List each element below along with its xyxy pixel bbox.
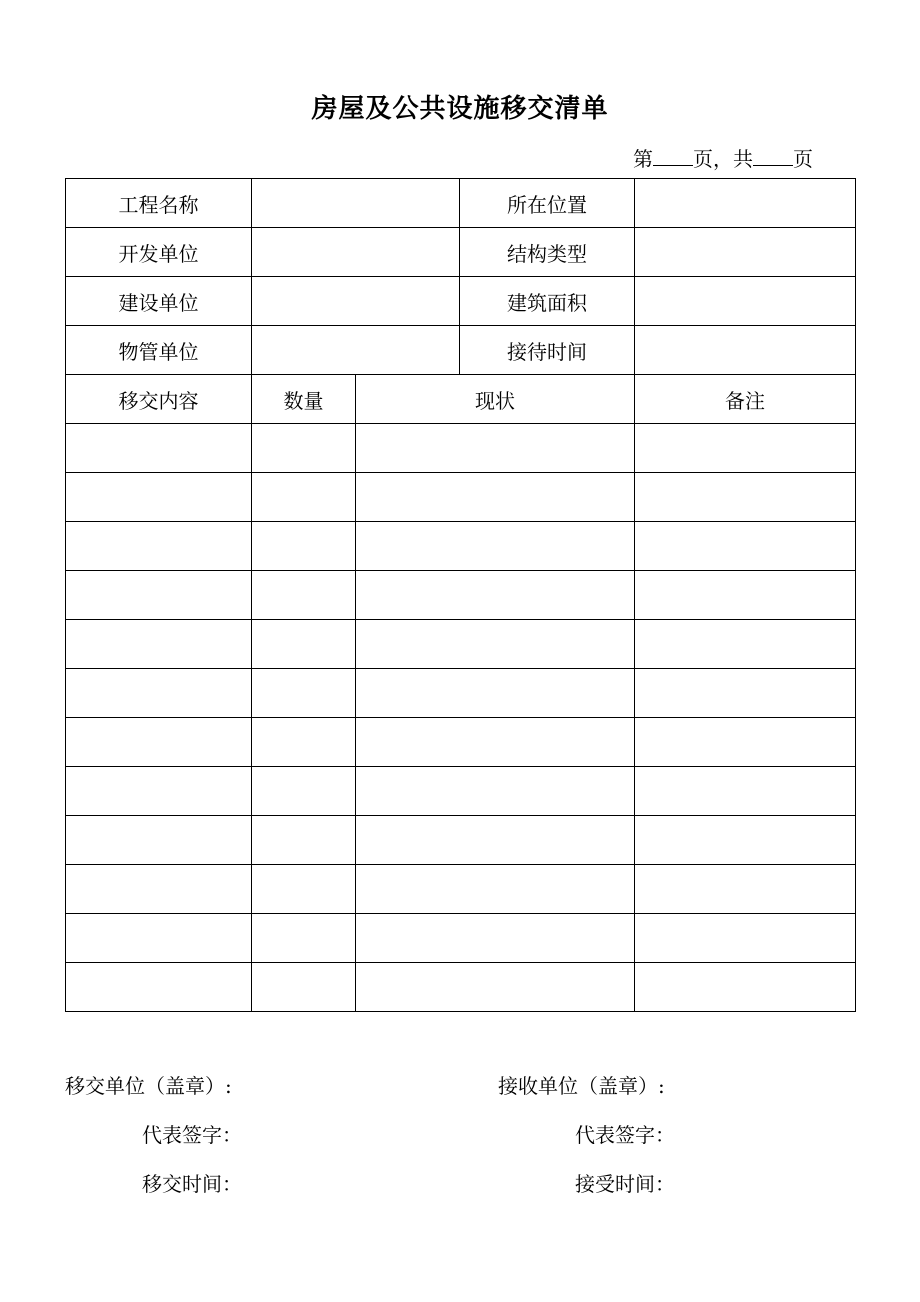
- table-row: [66, 571, 856, 620]
- reception-time-field[interactable]: [635, 326, 856, 375]
- table-row: [66, 914, 856, 963]
- current-page-field[interactable]: [653, 147, 693, 166]
- info-row-project: [66, 179, 856, 228]
- page-number-prefix: 第: [633, 147, 653, 171]
- table-row: [66, 963, 856, 1012]
- building-area-field[interactable]: [635, 277, 856, 326]
- item-content-cell[interactable]: [66, 816, 252, 865]
- info-row-developer: [66, 228, 856, 277]
- handover-time-label: 移交时间：: [142, 1172, 242, 1196]
- item-remarks-cell[interactable]: [635, 473, 856, 522]
- handover-form-table: [65, 178, 856, 1012]
- table-row: [66, 473, 856, 522]
- item-remarks-cell[interactable]: [635, 669, 856, 718]
- header-quantity: 数量: [252, 375, 356, 424]
- item-condition-cell[interactable]: [356, 473, 635, 522]
- location-field[interactable]: [635, 179, 856, 228]
- header-remarks: 备注: [635, 375, 856, 424]
- item-content-cell[interactable]: [66, 522, 252, 571]
- builder-label: 建设单位: [66, 277, 252, 326]
- info-row-builder: [66, 277, 856, 326]
- item-content-cell[interactable]: [66, 963, 252, 1012]
- receiving-rep-label: 代表签字：: [575, 1123, 675, 1147]
- item-content-cell[interactable]: [66, 424, 252, 473]
- header-condition: 现状: [356, 375, 635, 424]
- item-remarks-cell[interactable]: [635, 767, 856, 816]
- item-quantity-cell[interactable]: [252, 424, 356, 473]
- table-row: [66, 522, 856, 571]
- item-quantity-cell[interactable]: [252, 963, 356, 1012]
- item-remarks-cell[interactable]: [635, 718, 856, 767]
- item-condition-cell[interactable]: [356, 914, 635, 963]
- table-row: [66, 718, 856, 767]
- page-number: [633, 143, 813, 172]
- item-quantity-cell[interactable]: [252, 767, 356, 816]
- item-condition-cell[interactable]: [356, 865, 635, 914]
- item-remarks-cell[interactable]: [635, 865, 856, 914]
- item-remarks-cell[interactable]: [635, 963, 856, 1012]
- builder-field[interactable]: [252, 277, 460, 326]
- item-quantity-cell[interactable]: [252, 620, 356, 669]
- table-row: [66, 620, 856, 669]
- receiving-time-label: 接受时间：: [575, 1172, 675, 1196]
- table-row: [66, 767, 856, 816]
- receiving-unit-label: 接收单位（盖章）:: [498, 1074, 665, 1098]
- item-condition-cell[interactable]: [356, 718, 635, 767]
- item-content-cell[interactable]: [66, 718, 252, 767]
- item-quantity-cell[interactable]: [252, 718, 356, 767]
- info-row-property-mgmt: [66, 326, 856, 375]
- item-remarks-cell[interactable]: [635, 816, 856, 865]
- building-area-label: 建筑面积: [460, 277, 635, 326]
- table-row: [66, 424, 856, 473]
- item-content-cell[interactable]: [66, 571, 252, 620]
- item-rows: [66, 424, 856, 1012]
- item-condition-cell[interactable]: [356, 669, 635, 718]
- reception-time-label: 接待时间: [460, 326, 635, 375]
- property-mgmt-field[interactable]: [252, 326, 460, 375]
- item-content-cell[interactable]: [66, 620, 252, 669]
- handover-rep-label: 代表签字：: [142, 1123, 242, 1147]
- total-pages-field[interactable]: [753, 147, 793, 166]
- item-condition-cell[interactable]: [356, 767, 635, 816]
- project-name-label: 工程名称: [66, 179, 252, 228]
- header-handover-content: 移交内容: [66, 375, 252, 424]
- item-condition-cell[interactable]: [356, 522, 635, 571]
- table-row: [66, 816, 856, 865]
- item-quantity-cell[interactable]: [252, 522, 356, 571]
- item-condition-cell[interactable]: [356, 963, 635, 1012]
- developer-label: 开发单位: [66, 228, 252, 277]
- item-remarks-cell[interactable]: [635, 620, 856, 669]
- structure-type-field[interactable]: [635, 228, 856, 277]
- item-condition-cell[interactable]: [356, 620, 635, 669]
- item-content-cell[interactable]: [66, 473, 252, 522]
- structure-type-label: 结构类型: [460, 228, 635, 277]
- item-quantity-cell[interactable]: [252, 473, 356, 522]
- item-content-cell[interactable]: [66, 914, 252, 963]
- project-name-field[interactable]: [252, 179, 460, 228]
- table-row: [66, 865, 856, 914]
- items-header-row: [66, 375, 856, 424]
- table-row: [66, 669, 856, 718]
- item-remarks-cell[interactable]: [635, 522, 856, 571]
- page-number-middle: 页，共: [693, 147, 753, 171]
- document-title: 房屋及公共设施移交清单: [311, 94, 609, 124]
- item-remarks-cell[interactable]: [635, 424, 856, 473]
- handover-unit-label: 移交单位（盖章）:: [65, 1074, 232, 1098]
- item-content-cell[interactable]: [66, 767, 252, 816]
- item-quantity-cell[interactable]: [252, 914, 356, 963]
- item-condition-cell[interactable]: [356, 816, 635, 865]
- item-quantity-cell[interactable]: [252, 571, 356, 620]
- property-mgmt-label: 物管单位: [66, 326, 252, 375]
- item-quantity-cell[interactable]: [252, 816, 356, 865]
- item-condition-cell[interactable]: [356, 571, 635, 620]
- item-quantity-cell[interactable]: [252, 669, 356, 718]
- page-number-suffix: 页: [793, 147, 813, 171]
- location-label: 所在位置: [460, 179, 635, 228]
- item-condition-cell[interactable]: [356, 424, 635, 473]
- developer-field[interactable]: [252, 228, 460, 277]
- item-content-cell[interactable]: [66, 865, 252, 914]
- item-content-cell[interactable]: [66, 669, 252, 718]
- item-quantity-cell[interactable]: [252, 865, 356, 914]
- item-remarks-cell[interactable]: [635, 571, 856, 620]
- item-remarks-cell[interactable]: [635, 914, 856, 963]
